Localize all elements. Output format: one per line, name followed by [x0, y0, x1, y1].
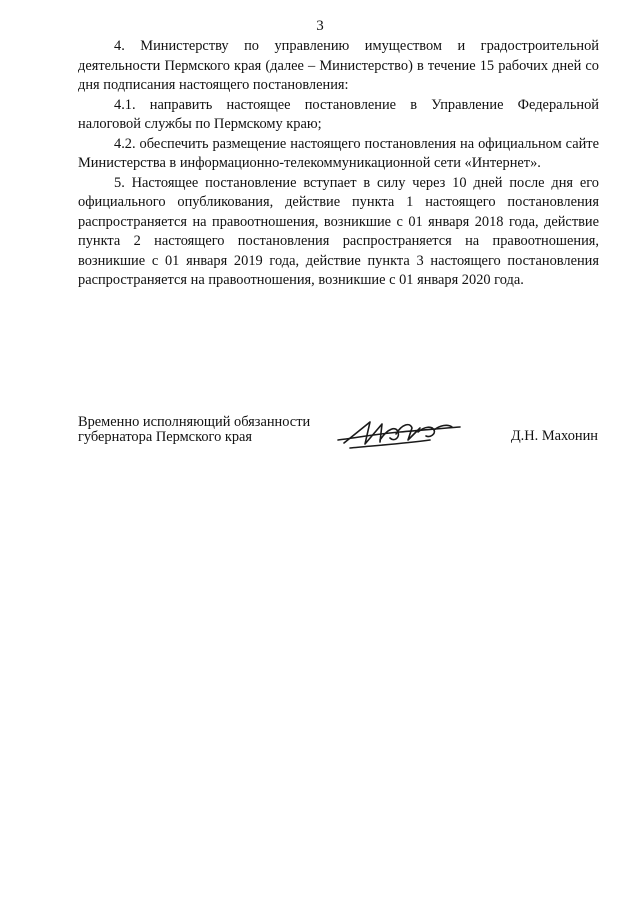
signatory-position-line2: губернатора Пермского края	[78, 429, 253, 445]
document-body	[78, 37, 599, 291]
paragraph-4: 4. Министерству по управлению имуществом и градостроительной деятельности Пермского края (далее – Министерство) в течение 15 рабочих дней со дня подписания настоящего постановления:	[78, 38, 599, 93]
page-number: 3	[316, 18, 324, 34]
signatory-name: Д.Н. Махонин	[510, 428, 598, 444]
paragraph-4-2: 4.2. обеспечить размещение настоящего постановления на официальном сайте Министерства в информационно-телекоммуникационной сети «Интернет».	[78, 135, 599, 171]
handwritten-signature	[330, 410, 465, 455]
paragraph-4-1: 4.1. направить настоящее постановление в Управление Федеральной налоговой службы по Пермскому краю;	[78, 96, 599, 132]
paragraph-5: 5. Настоящее постановление вступает в силу через 10 дней после дня его официального опубликования, действие пункта 1 настоящего постановления распространяется на правоотношения, возникшие с 01 января 2018 года, действие пункта 2 настоящего постановления распространяется на правоотношения, возникшие с 01 января 2019 года, действие пункта 3 настоящего постановления распространяется на правоотношения, возникшие с 01 января 2020 года.	[78, 174, 599, 288]
signatory-position-line1: Временно исполняющий обязанности	[78, 414, 311, 430]
signatory-position	[78, 415, 310, 445]
